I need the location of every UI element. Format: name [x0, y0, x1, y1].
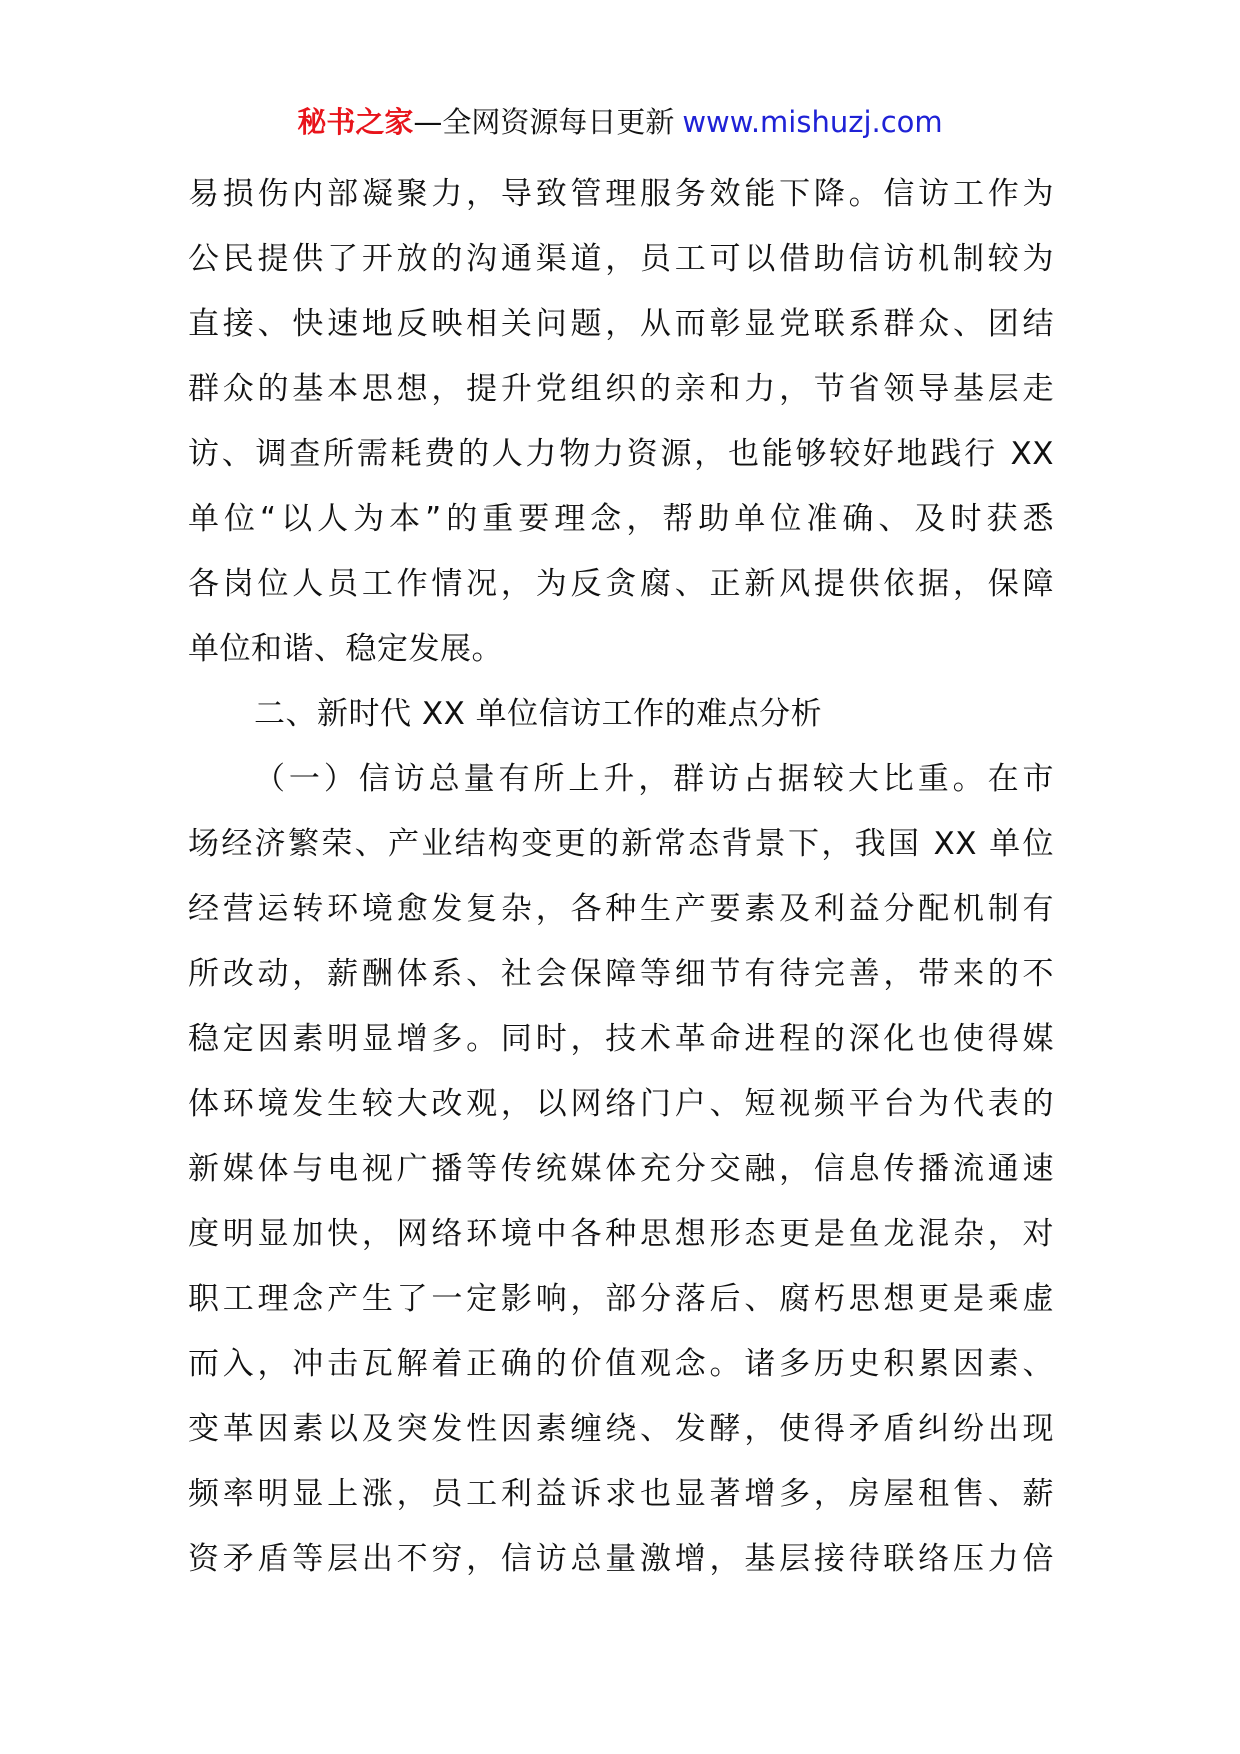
text-line: 新媒体与电视广播等传统媒体充分交融，信息传播流通速: [188, 1151, 1054, 1187]
header-slogan: —全网资源每日更新: [413, 105, 675, 139]
text-line: 资矛盾等层出不穷，信访总量激增，基层接待联络压力倍: [188, 1541, 1054, 1577]
text-line: 体环境发生较大改观，以网络门户、短视频平台为代表的: [188, 1086, 1054, 1122]
text-line: 各岗位人员工作情况，为反贪腐、正新风提供依据，保障: [188, 566, 1054, 602]
website-link[interactable]: www.mishuzj.com: [682, 105, 943, 139]
text-line: 单位“以人为本”的重要理念，帮助单位准确、及时获悉: [188, 501, 1054, 537]
text-line: 公民提供了开放的沟通渠道，员工可以借助信访机制较为: [188, 241, 1054, 277]
text-line: 度明显加快，网络环境中各种思想形态更是鱼龙混杂，对: [188, 1216, 1054, 1252]
text-line: 单位和谐、稳定发展。: [188, 631, 503, 667]
text-line: 变革因素以及突发性因素缠绕、发酵，使得矛盾纠纷出现: [188, 1411, 1054, 1447]
text-line: 直接、快速地反映相关问题，从而彰显党联系群众、团结: [188, 306, 1054, 342]
text-line: 所改动，薪酬体系、社会保障等细节有待完善，带来的不: [188, 956, 1054, 992]
text-line: 而入，冲击瓦解着正确的价值观念。诸多历史积累因素、: [188, 1346, 1054, 1382]
text-line: 访、调查所需耗费的人力物力资源，也能够较好地践行 XX: [188, 436, 1054, 472]
subsection-line: （一）信访总量有所上升，群访占据较大比重。在市: [254, 761, 1054, 797]
watermark-header: [0, 100, 1240, 144]
text-line: 易损伤内部凝聚力，导致管理服务效能下降。信访工作为: [188, 176, 1054, 212]
text-line: 频率明显上涨，员工利益诉求也显著增多，房屋租售、薪: [188, 1476, 1054, 1512]
text-line: 群众的基本思想，提升党组织的亲和力，节省领导基层走: [188, 371, 1054, 407]
document-body: [188, 162, 1054, 1592]
text-line: 经营运转环境愈发复杂，各种生产要素及利益分配机制有: [188, 891, 1054, 927]
section-heading: 二、新时代 XX 单位信访工作的难点分析: [254, 696, 823, 732]
brand-name: 秘书之家: [297, 105, 414, 139]
text-line: 职工理念产生了一定影响，部分落后、腐朽思想更是乘虚: [188, 1281, 1054, 1317]
text-line: 场经济繁荣、产业结构变更的新常态背景下，我国 XX 单位: [188, 826, 1054, 862]
text-line: 稳定因素明显增多。同时，技术革命进程的深化也使得媒: [188, 1021, 1054, 1057]
